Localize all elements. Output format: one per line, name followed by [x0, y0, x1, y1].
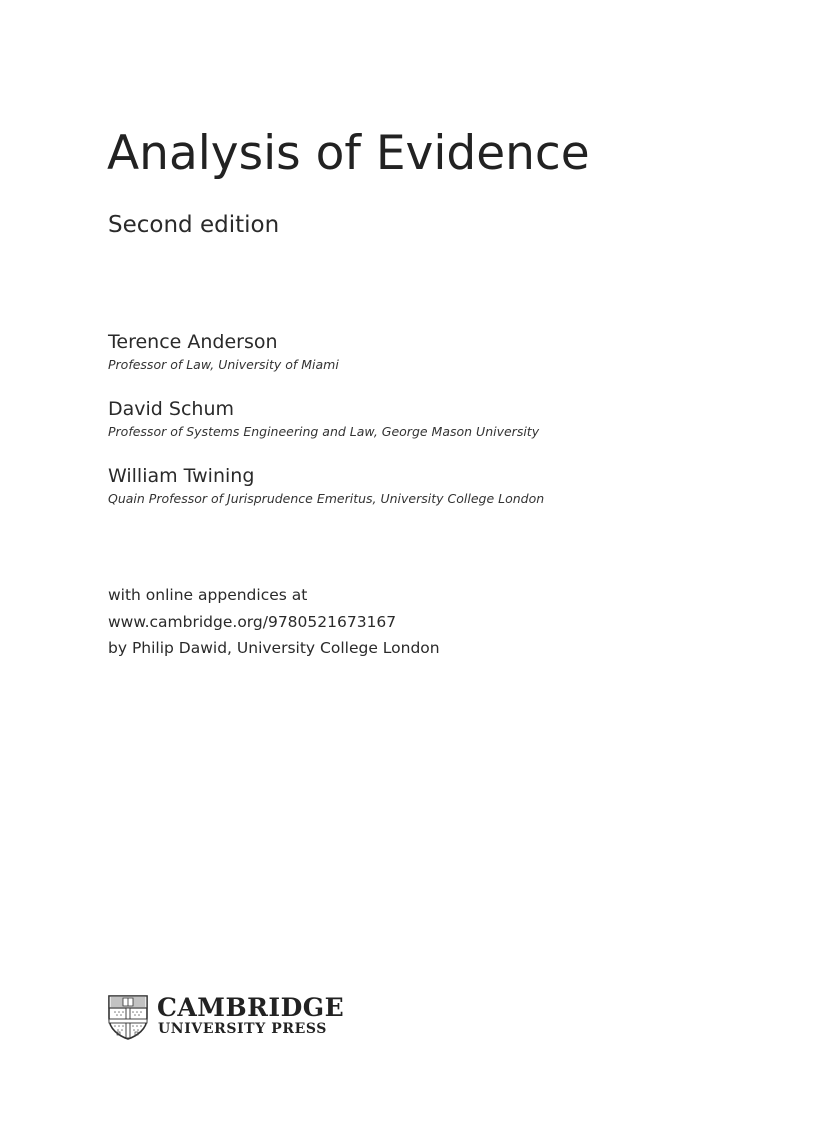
cambridge-crest-icon: [107, 994, 149, 1040]
edition-label: Second edition: [108, 212, 280, 238]
online-appendices-note: [108, 582, 440, 662]
author-affiliation: Professor of Law, University of Miami: [108, 357, 339, 372]
author-affiliation: Professor of Systems Engineering and Law, George Mason University: [108, 424, 540, 439]
author-block: [108, 464, 544, 508]
appendices-url: www.cambridge.org/9780521673167: [108, 612, 397, 631]
author-name: Terence Anderson: [108, 331, 278, 353]
author-name: David Schum: [108, 398, 234, 420]
appendices-credit: by Philip Dawid, University College London: [108, 639, 440, 657]
author-block: [108, 330, 339, 374]
publisher-logo: [107, 994, 367, 1042]
author-name: William Twining: [108, 465, 255, 487]
author-block: [108, 397, 539, 441]
publisher-subtitle: UNIVERSITY PRESS: [158, 1021, 328, 1037]
book-title: Analysis of Evidence: [107, 126, 590, 181]
author-affiliation: Quain Professor of Jurisprudence Emeritus, University College London: [108, 491, 545, 506]
publisher-name: CAMBRIDGE: [157, 993, 345, 1022]
appendices-intro: with online appendices at: [108, 586, 308, 604]
